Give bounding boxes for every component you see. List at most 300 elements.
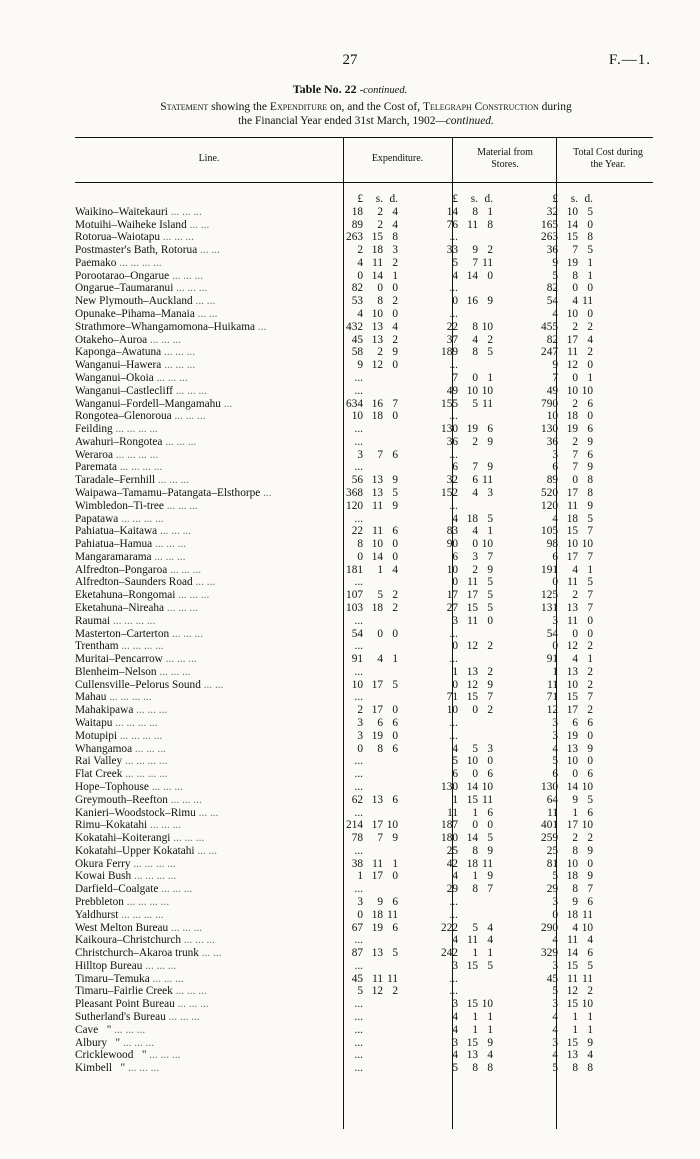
leader-dots: ... ... ...	[151, 780, 183, 793]
pence-cell: 0	[392, 870, 398, 883]
pence-cell: 2	[392, 985, 398, 998]
pounds-cell: 4	[552, 934, 558, 947]
leader-dots: ... ... ...	[127, 1062, 160, 1075]
pounds-cell: 78	[351, 832, 363, 845]
shillings-cell: 9	[572, 793, 578, 806]
leader-dots: ... ... ...	[149, 1049, 181, 1062]
pounds-cell: 7	[452, 371, 458, 384]
pence-cell: 2	[587, 704, 593, 717]
pence-cell	[383, 666, 398, 679]
pence-cell: 9	[392, 499, 398, 512]
shillings-cell: 7	[572, 244, 578, 257]
shillings-cell: 13	[566, 665, 578, 678]
shillings-cell: 0	[572, 371, 578, 384]
pounds-cell: 3	[357, 895, 363, 908]
leader-dots: ... ... ... ...	[125, 768, 168, 781]
pounds-cell: 10	[546, 410, 558, 423]
leader-dots: ... ... ... ...	[119, 256, 162, 269]
shillings-cell: 17	[566, 550, 578, 563]
pence-cell: 0	[587, 359, 593, 372]
pence-cell: 4	[392, 205, 398, 218]
pence-cell: 3	[392, 244, 398, 257]
shillings-cell: 10	[371, 308, 383, 321]
table-row	[75, 257, 593, 270]
pence-cell: 9	[587, 461, 593, 474]
pounds-cell: 9	[552, 256, 558, 269]
shillings-cell: 12	[371, 985, 383, 998]
pounds-cell: 4	[552, 512, 558, 525]
line-name-text: Raumai	[75, 614, 111, 627]
line-name	[75, 743, 340, 756]
leader-dots: ... ... ...	[165, 435, 197, 448]
shillings-cell	[458, 410, 478, 423]
pence-cell: 0	[587, 729, 593, 742]
pounds-cell: 4	[452, 1049, 458, 1062]
pounds-cell: 263	[541, 231, 558, 244]
pounds-cell: 103	[346, 602, 363, 614]
shillings-cell: 13	[466, 1049, 478, 1062]
leader-dots: ... ... ...	[160, 525, 192, 538]
pounds-cell: 6	[552, 768, 558, 781]
pence-cell: 5	[587, 512, 593, 525]
shillings-cell: 11	[372, 256, 383, 269]
pounds-cell: ...	[354, 1011, 363, 1023]
line-name-text: Cave	[75, 1023, 99, 1036]
pence-cell: 6	[392, 448, 398, 461]
leader-dots: ... ... ...	[171, 627, 204, 640]
table-row	[75, 743, 593, 756]
leader-dots: ... ... ...	[159, 665, 191, 678]
pounds-cell: 247	[541, 346, 558, 359]
shillings-cell: 2	[572, 435, 578, 448]
pence-cell	[478, 973, 493, 986]
leader-dots: ... ... ...	[170, 563, 202, 576]
pence-cell: 7	[487, 883, 493, 896]
line-name-text: Hilltop Bureau	[75, 959, 143, 972]
pence-cell: 7	[392, 397, 398, 410]
line-name	[75, 717, 340, 730]
shillings-cell: 10	[566, 384, 578, 397]
ditto-mark: "	[141, 1049, 147, 1062]
table-row	[75, 1037, 593, 1050]
pounds-cell: 6	[452, 461, 458, 474]
pence-cell: 9	[587, 499, 593, 512]
pence-cell: 5	[487, 602, 493, 614]
pence-cell: 0	[587, 282, 593, 295]
line-name	[75, 947, 340, 960]
table-row	[75, 474, 593, 487]
shillings-cell: 16	[466, 295, 478, 308]
pounds-cell: 329	[541, 947, 558, 960]
line-name-text: Trentham	[75, 640, 119, 653]
shillings-cell	[363, 423, 383, 436]
shillings-cell	[458, 973, 478, 986]
table-row	[75, 883, 593, 896]
pence-cell: 6	[392, 921, 398, 934]
line-name	[75, 845, 340, 858]
table-row	[75, 845, 593, 858]
line-name-text: Sutherland's Bureau	[75, 1011, 166, 1023]
shillings-cell: 14	[371, 550, 383, 563]
shillings-cell	[458, 359, 478, 372]
pence-cell: 0	[587, 218, 593, 231]
table-row	[75, 947, 593, 960]
pounds-cell: 54	[546, 627, 558, 640]
table-row	[75, 717, 593, 730]
pounds-cell: 130	[441, 423, 458, 436]
pence-cell: 5	[587, 576, 593, 589]
pounds-cell: 3	[452, 959, 458, 972]
line-name-text: Paremata	[75, 461, 118, 474]
shillings-cell: 1	[572, 806, 578, 819]
line-name	[75, 640, 340, 653]
shillings-cell: 11	[567, 614, 578, 627]
leader-dots: ... ... ... ...	[134, 870, 177, 883]
pence-cell	[383, 960, 398, 973]
shillings-cell: 8	[472, 346, 478, 359]
line-name-text: Porootarao–Ongarue	[75, 269, 170, 282]
pounds-cell: 790	[541, 397, 558, 410]
pence-cell	[383, 513, 398, 526]
pounds-cell: 4	[452, 1023, 458, 1036]
shillings-cell: 11	[467, 576, 478, 589]
pence-cell	[478, 985, 493, 998]
line-name-text: Motuihi–Waiheke Island	[75, 218, 187, 231]
line-name-text: Masterton–Carterton	[75, 627, 170, 640]
shillings-cell	[363, 513, 383, 526]
pence-cell: 9	[587, 1036, 593, 1049]
shillings-cell: 1	[572, 1011, 578, 1023]
shillings-cell	[363, 755, 383, 768]
pounds-cell: 83	[446, 525, 458, 538]
line-name-text: Timaru–Temuka	[75, 972, 150, 985]
shillings-cell: 4	[377, 653, 383, 666]
shillings-cell	[363, 372, 383, 385]
table-row	[75, 346, 593, 359]
shillings-cell: 18	[371, 908, 383, 921]
pence-cell: 0	[392, 627, 398, 640]
pence-cell: 3	[487, 742, 493, 755]
line-name	[75, 385, 340, 398]
pence-cell: 11	[582, 972, 593, 985]
shillings-cell: 15	[371, 231, 383, 244]
shillings-cell: 8	[472, 1062, 478, 1075]
line-name-text: Wanganui–Hawera	[75, 359, 162, 372]
table-row	[75, 755, 593, 768]
header-bottom-rule	[75, 182, 653, 183]
line-name-text: Eketahuna–Rongomai	[75, 589, 176, 602]
pounds-cell: 4	[357, 308, 363, 321]
pounds-cell: 71	[546, 691, 558, 704]
pounds-cell: ...	[449, 972, 458, 985]
shillings-cell: 11	[567, 934, 578, 947]
pounds-cell: ...	[354, 1049, 363, 1062]
table-row	[75, 781, 593, 794]
pence-cell	[383, 1049, 398, 1062]
shillings-cell: 5	[377, 589, 383, 602]
line-name	[75, 513, 340, 526]
line-name-text: Rotorua–Waiotapu	[75, 231, 161, 244]
shillings-cell: 12	[371, 359, 383, 372]
pounds-cell: 432	[346, 320, 363, 333]
line-name	[75, 551, 340, 564]
pounds-cell: 3	[552, 717, 558, 730]
pence-cell: 9	[392, 474, 398, 487]
pence-cell	[478, 359, 493, 372]
shillings-cell: 19	[371, 729, 383, 742]
pounds-cell: 0	[357, 908, 363, 921]
pounds-cell: 1	[357, 870, 363, 883]
shillings-cell	[458, 896, 478, 909]
pounds-cell: ...	[449, 653, 458, 666]
pounds-cell: ...	[354, 691, 363, 704]
table-row	[75, 640, 593, 653]
pence-cell: 1	[487, 1023, 493, 1036]
pounds-cell: ...	[449, 985, 458, 998]
shillings-cell: 16	[371, 397, 383, 410]
pounds-cell: 38	[351, 857, 363, 870]
shillings-cell: 8	[472, 320, 478, 333]
shillings-cell: 10	[566, 308, 578, 321]
pence-cell: 10	[581, 538, 593, 551]
shillings-cell: 0	[377, 627, 383, 640]
shillings-header: s.	[375, 193, 383, 205]
shillings-cell: 11	[467, 218, 478, 231]
leader-dots: ... ... ... ...	[115, 717, 158, 730]
pence-cell: 10	[481, 320, 493, 333]
pence-cell: 6	[587, 768, 593, 781]
pounds-cell: 64	[546, 793, 558, 806]
table-row	[75, 602, 593, 615]
caption-expenditure: Expenditure	[269, 101, 328, 113]
table-row	[75, 398, 593, 411]
shillings-cell	[458, 449, 478, 462]
table-row	[75, 922, 593, 935]
pounds-cell: 152	[441, 486, 458, 499]
pence-cell: 11	[387, 908, 398, 921]
leader-dots: ... ... ...	[149, 333, 182, 346]
shillings-cell: 18	[566, 512, 578, 525]
line-name	[75, 257, 340, 270]
shillings-cell: 4	[572, 563, 578, 576]
shillings-cell: 5	[472, 742, 478, 755]
pounds-cell: ...	[354, 371, 363, 384]
shillings-cell: 7	[472, 256, 478, 269]
pence-cell: 3	[487, 486, 493, 499]
shillings-cell: 0	[472, 538, 478, 551]
pence-cell: 11	[482, 397, 493, 410]
caption-telegraph: Telegraph Construction	[423, 101, 539, 113]
shillings-cell: 15	[466, 691, 478, 704]
shillings-cell: 15	[466, 959, 478, 972]
table-row	[75, 372, 593, 385]
line-name-text: Waipawa–Tamamu–Patangata–Elsthorpe	[75, 486, 261, 499]
pounds-cell: 520	[541, 486, 558, 499]
pounds-cell: 222	[441, 921, 458, 934]
shillings-cell: 7	[572, 461, 578, 474]
line-name	[75, 282, 340, 295]
line-name	[75, 960, 340, 973]
pence-cell	[478, 628, 493, 641]
table-row	[75, 909, 593, 922]
line-name	[75, 461, 340, 474]
pence-cell: 0	[392, 359, 398, 372]
shillings-cell: 15	[566, 691, 578, 704]
pounds-cell: 29	[546, 883, 558, 896]
pounds-cell: 0	[552, 640, 558, 653]
pence-cell: 6	[587, 806, 593, 819]
line-name-text: Yaldhurst	[75, 908, 119, 921]
table-title-main: Table No. 22	[292, 82, 357, 96]
line-name	[75, 858, 340, 871]
shillings-cell	[363, 691, 383, 704]
pounds-cell: 6	[552, 461, 558, 474]
shillings-cell: 4	[472, 525, 478, 538]
line-name-text: Rimu–Kokatahi	[75, 819, 148, 832]
pounds-cell: 67	[351, 921, 363, 934]
line-name-text: Cricklewood	[75, 1049, 134, 1062]
leader-dots: ... ... ...	[145, 959, 177, 972]
pence-cell: 0	[587, 755, 593, 768]
pence-cell	[383, 845, 398, 858]
pence-cell	[383, 807, 398, 820]
pounds-cell: ...	[449, 231, 458, 244]
leader-dots: ... ... ...	[171, 269, 204, 282]
shillings-cell: 2	[377, 218, 383, 231]
shillings-cell: 13	[371, 793, 383, 806]
pounds-cell: 3	[552, 614, 558, 627]
pounds-cell: 54	[351, 627, 363, 640]
shillings-cell: 18	[466, 857, 478, 870]
line-name	[75, 487, 340, 500]
pounds-cell: ...	[354, 768, 363, 781]
pounds-cell: ...	[449, 499, 458, 512]
pence-cell: 6	[487, 423, 493, 436]
line-name	[75, 206, 340, 219]
shillings-cell: 17	[371, 870, 383, 883]
shillings-cell: 11	[467, 934, 478, 947]
pounds-cell: 180	[441, 832, 458, 845]
leader-dots: ... ... ... ...	[121, 908, 164, 921]
table-row	[75, 487, 593, 500]
pence-cell: 9	[487, 461, 493, 474]
leader-dots: ...	[263, 486, 272, 499]
pounds-cell: 181	[346, 563, 363, 576]
leader-dots: ... ...	[195, 576, 216, 589]
pence-cell: 6	[392, 793, 398, 806]
table-row	[75, 244, 593, 257]
shillings-cell: 1	[472, 870, 478, 883]
table-row	[75, 985, 593, 998]
pounds-cell: 12	[546, 704, 558, 717]
pounds-cell: 71	[446, 691, 458, 704]
pounds-cell: ...	[449, 627, 458, 640]
shillings-cell: 14	[371, 269, 383, 282]
shillings-cell: 8	[377, 295, 383, 308]
pence-cell: 9	[392, 832, 398, 845]
shillings-cell: 18	[371, 602, 383, 614]
table-row	[75, 934, 593, 947]
pence-cell: 2	[392, 589, 398, 602]
pence-cell: 0	[392, 550, 398, 563]
pounds-cell: 3	[552, 729, 558, 742]
pounds-cell: ...	[449, 308, 458, 321]
shillings-cell: 0	[472, 819, 478, 832]
pounds-cell: 263	[346, 231, 363, 244]
leader-dots: ... ...	[203, 678, 224, 691]
pence-cell: 6	[392, 742, 398, 755]
ditto-mark: "	[106, 1023, 112, 1036]
pence-cell: 5	[487, 346, 493, 359]
pence-cell: 1	[587, 1011, 593, 1023]
shillings-cell: 11	[567, 972, 578, 985]
shillings-cell	[363, 1062, 383, 1075]
pounds-cell: 4	[452, 512, 458, 525]
shillings-cell: 15	[466, 998, 478, 1011]
pence-cell: 11	[482, 857, 493, 870]
pounds-cell: 0	[357, 742, 363, 755]
table-row	[75, 270, 593, 283]
pounds-cell: 187	[441, 819, 458, 832]
pounds-cell: ...	[449, 359, 458, 372]
leader-dots: ... ... ...	[170, 205, 202, 218]
pence-cell: 7	[587, 602, 593, 614]
line-name	[75, 781, 340, 794]
leader-dots: ... ... ...	[175, 384, 207, 397]
pounds-cell: 130	[541, 423, 558, 436]
line-name-text: Wanganui–Okoia	[75, 371, 154, 384]
pence-cell	[478, 500, 493, 513]
pounds-cell: 4	[552, 742, 558, 755]
line-name-text: Darfield–Coalgate	[75, 883, 159, 896]
pence-cell: 9	[392, 346, 398, 359]
line-name	[75, 321, 340, 334]
line-name	[75, 436, 340, 449]
shillings-cell	[363, 666, 383, 679]
shillings-cell	[458, 985, 478, 998]
caption-line2-italic: —continued.	[435, 115, 494, 127]
line-name	[75, 244, 340, 257]
leader-dots: ... ... ... ...	[119, 729, 163, 742]
pence-cell	[383, 423, 398, 436]
pence-cell: 2	[392, 256, 398, 269]
shillings-cell: 0	[377, 282, 383, 295]
shillings-cell	[363, 576, 383, 589]
line-name	[75, 934, 340, 947]
line-name	[75, 832, 340, 845]
shillings-cell: 10	[566, 538, 578, 551]
shillings-cell	[363, 1024, 383, 1037]
table-caption	[76, 100, 656, 128]
shillings-cell: 8	[472, 844, 478, 857]
pence-cell: 2	[487, 244, 493, 257]
pence-cell: 11	[387, 972, 398, 985]
pence-cell: 0	[587, 308, 593, 321]
shillings-cell: 3	[472, 550, 478, 563]
pounds-cell: 91	[546, 653, 558, 666]
pence-header: d.	[389, 193, 398, 205]
shillings-header: s.	[470, 193, 478, 205]
pounds-cell: 0	[452, 295, 458, 308]
shillings-cell: 12	[566, 359, 578, 372]
shillings-cell: 13	[371, 947, 383, 960]
table-row	[75, 870, 593, 883]
shillings-cell: 4	[472, 333, 478, 346]
shillings-cell	[458, 909, 478, 922]
line-name	[75, 615, 340, 628]
pence-cell: 1	[487, 371, 493, 384]
pounds-cell: 0	[552, 908, 558, 921]
